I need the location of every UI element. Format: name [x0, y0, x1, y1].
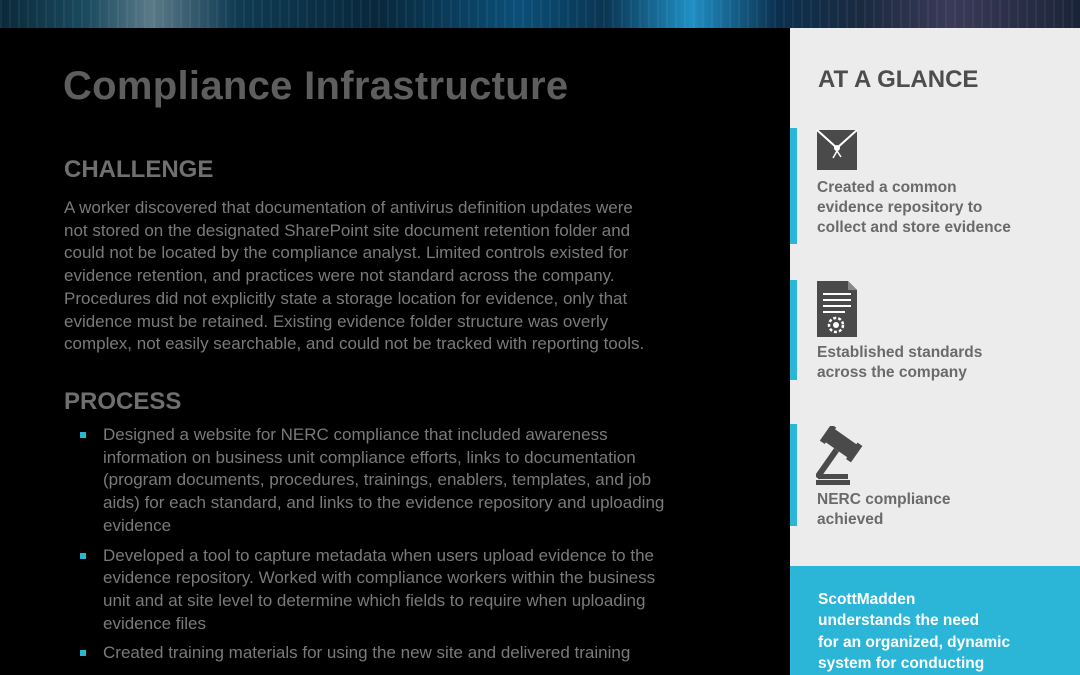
accent-bar	[790, 128, 797, 244]
at-a-glance-heading: AT A GLANCE	[818, 66, 979, 93]
list-item	[64, 424, 784, 538]
list-item	[64, 545, 784, 636]
envelope-folder-icon	[816, 128, 858, 172]
hero-photo-banner	[0, 0, 1080, 28]
accent-bar	[790, 424, 797, 526]
bullet-text: Developed a tool to capture metadata when users upload evidence to the evidence repository. Worked with compliance workers within the business unit and at site level to determine which fields to require when uploading evidence files	[103, 545, 656, 633]
glance-item-text: NERC compliance achieved	[817, 491, 951, 528]
at-a-glance-sidebar	[790, 28, 1080, 675]
glance-item-text: Established standards across the company	[817, 344, 983, 381]
bullet-text: Created training materials for using the new site and delivered training	[103, 643, 631, 663]
bullet-square-icon	[80, 553, 86, 559]
bullet-square-icon	[80, 650, 86, 656]
page-title: Compliance Infrastructure	[63, 64, 569, 108]
process-heading: PROCESS	[64, 388, 182, 415]
document-gear-icon	[816, 280, 858, 338]
glance-item-text: Created a common evidence repository to collect and store evidence	[817, 179, 1011, 236]
bullet-text: Designed a website for NERC compliance that included awareness information on business unit compliance efforts, links to documentation (program documents, procedures, trainings, enablers, templates, and job aids) for each standard, and links to the evidence repository and uploading evidence	[103, 425, 665, 535]
process-bullet-list	[64, 424, 784, 672]
challenge-paragraph: A worker discovered that documentation of antivirus definition updates were not stored on the designated SharePoint site document retention folder and could not be located by the compliance analyst. Limited controls existed for evidence retention, and practices were not standard across the company. Procedures did not explicitly state a storage location for evidence, only that evidence must be retained. Existing evidence folder structure was overly complex, not easily searchable, and could not be tracked with reporting tools.	[64, 198, 645, 354]
callout-text: ScottMadden understands the need for an organized, dynamic system for conducting	[818, 591, 1011, 672]
accent-bar	[790, 280, 797, 380]
challenge-heading: CHALLENGE	[64, 156, 214, 183]
list-item	[64, 642, 784, 665]
main-content	[0, 28, 790, 675]
bullet-square-icon	[80, 432, 86, 438]
gavel-icon	[816, 426, 886, 486]
callout-box	[790, 566, 1080, 675]
